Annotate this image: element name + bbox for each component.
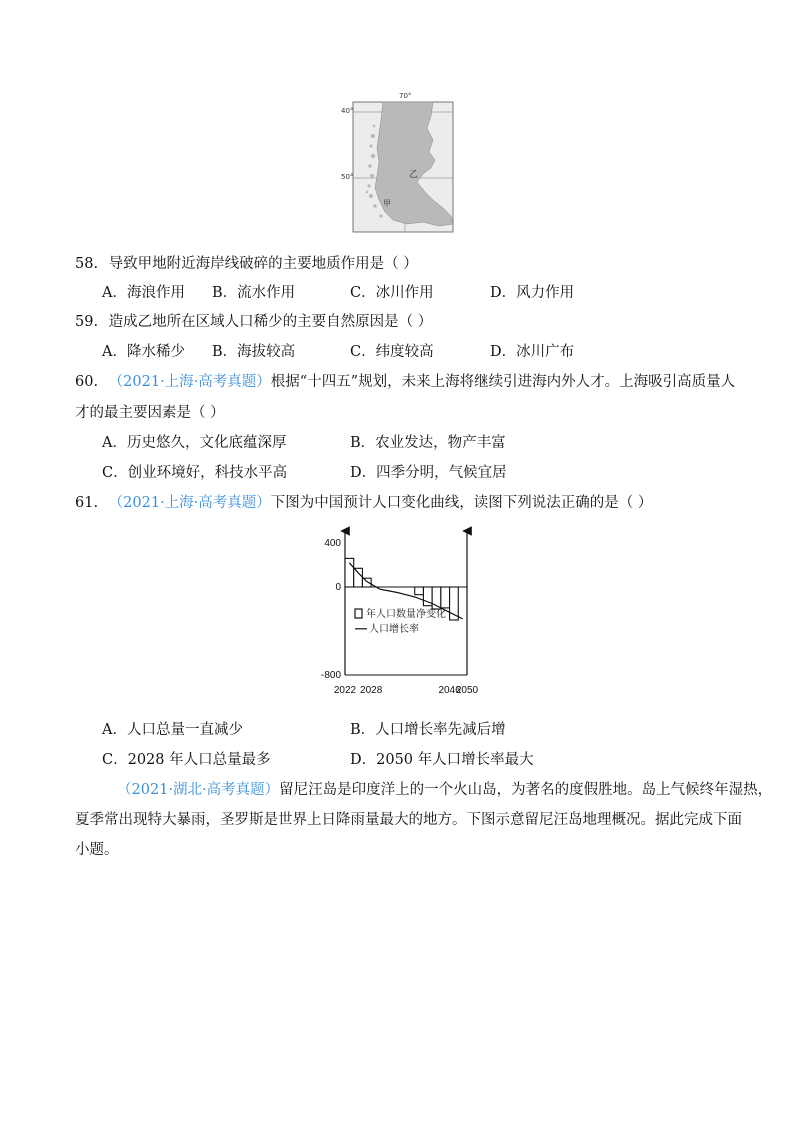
bar — [441, 587, 450, 608]
question-58 — [75, 254, 418, 274]
question-number: 59. — [75, 314, 99, 330]
question-61 — [75, 493, 652, 513]
x-tick-label: 2046 — [438, 685, 461, 696]
population-chart-svg — [315, 525, 490, 697]
y-tick-label: 400 — [324, 538, 341, 549]
passage — [75, 775, 773, 865]
legend-bar-label: 年人口数量净变化 — [366, 609, 446, 620]
latitude-40-label: 40° — [341, 107, 354, 115]
option-60-b[interactable]: B．农业发达，物产丰富 — [350, 435, 506, 451]
question-number: 60. — [75, 374, 99, 390]
question-text-line1: 根据“十四五”规划，未来上海将继续引进海内外人才。上海吸引高质量人 — [270, 374, 736, 390]
legend-line-label: 人口增长率 — [369, 623, 419, 635]
latitude-50-label: 50° — [341, 173, 354, 181]
patagonia-map — [341, 92, 456, 236]
map-svg — [343, 96, 456, 236]
option-60-d[interactable]: D．四季分明，气候宜居 — [350, 465, 507, 481]
x-tick-label: 2050 — [455, 685, 479, 696]
bar — [415, 587, 424, 595]
question-59 — [75, 312, 432, 332]
option-60-c[interactable]: C．创业环境好，科技水平高 — [102, 465, 288, 481]
option-61-d[interactable]: D．2050 年人口增长率最大 — [350, 752, 534, 768]
option-60-a[interactable]: A．历史悠久，文化底蕴深厚 — [102, 435, 287, 451]
question-source: （2021·上海·高考真题） — [108, 495, 271, 511]
longitude-label: 70° — [399, 92, 412, 100]
bar — [345, 558, 354, 587]
question-number: 58. — [75, 256, 99, 272]
passage-line2: 夏季常出现特大暴雨，圣罗斯是世界上日降雨量最大的地方。下图示意留尼汪岛地理概况。据此完成下面 — [75, 812, 742, 828]
question-text: 造成乙地所在区域人口稀少的主要自然原因是（ ） — [108, 314, 433, 330]
question-text: 导致甲地附近海岸线破碎的主要地质作用是（ ） — [108, 256, 418, 272]
population-chart — [315, 525, 490, 697]
passage-source: （2021·湖北·高考真题） — [117, 782, 280, 798]
option-61-a[interactable]: A．人口总量一直减少 — [102, 722, 243, 738]
option-58-b[interactable]: B．流水作用 — [212, 285, 296, 301]
option-58-a[interactable]: A．海浪作用 — [102, 285, 185, 301]
option-59-b[interactable]: B．海拔较高 — [212, 344, 296, 360]
passage-line3: 小题。 — [75, 842, 119, 858]
option-61-c[interactable]: C．2028 年人口总量最多 — [102, 752, 271, 768]
question-source: （2021·上海·高考真题） — [108, 374, 271, 390]
option-61-b[interactable]: B．人口增长率先减后增 — [350, 722, 506, 738]
x-tick-label: 2028 — [360, 685, 383, 696]
y-tick-label: 0 — [335, 582, 341, 593]
bar — [354, 568, 363, 587]
option-59-a[interactable]: A．降水稀少 — [102, 344, 185, 360]
question-text: 下图为中国预计人口变化曲线，读图下列说法正确的是（ ） — [270, 495, 653, 511]
y-tick-label: -800 — [320, 670, 341, 681]
legend-bar-swatch — [355, 609, 362, 618]
option-58-c[interactable]: C．冰川作用 — [350, 285, 434, 301]
question-60 — [75, 372, 735, 392]
option-58-d[interactable]: D．风力作用 — [490, 285, 575, 301]
label-jia: 甲 — [383, 199, 391, 208]
x-tick-label: 2022 — [333, 685, 357, 696]
label-yi: 乙 — [409, 170, 419, 180]
option-59-c[interactable]: C．纬度较高 — [350, 344, 434, 360]
bar — [362, 578, 371, 587]
question-60-line2: 才的最主要因素是（ ） — [75, 405, 225, 421]
question-number: 61. — [75, 495, 99, 511]
option-59-d[interactable]: D．冰川广布 — [490, 344, 575, 360]
passage-text-1: 留尼汪岛是印度洋上的一个火山岛，为著名的度假胜地。岛上气候终年湿热， — [279, 782, 773, 798]
passage-line1 — [75, 775, 773, 805]
